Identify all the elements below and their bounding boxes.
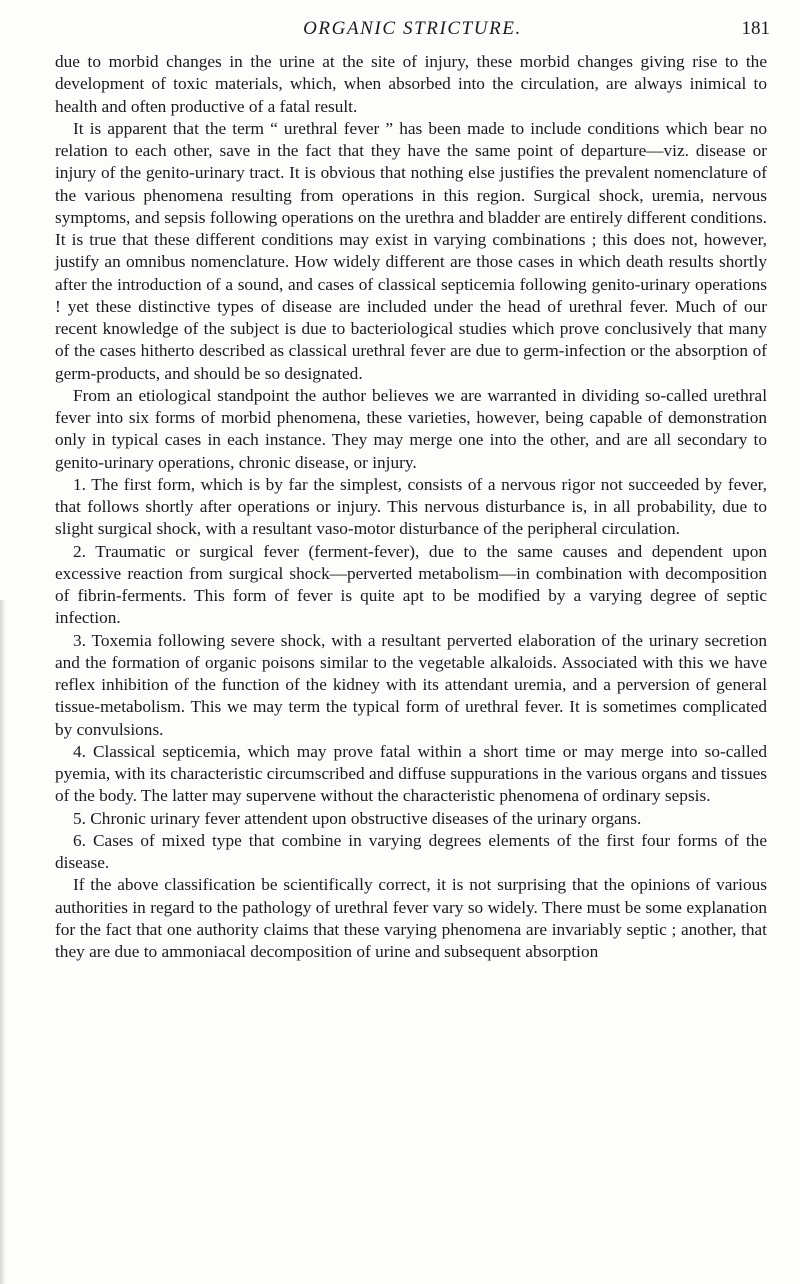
body-text (55, 51, 767, 963)
page-edge-shadow (0, 600, 6, 1284)
running-title: ORGANIC STRICTURE. (303, 18, 522, 39)
list-item-form-1: 1. The first form, which is by far the simplest, consists of a nervous rigor not succeeded by fever, that follows shortly after operations or injury. This nervous disturbance is, in all probability, due to slight surgical shock, with a resultant vaso-motor disturbance of the peripheral circulation. (55, 474, 767, 539)
list-item-form-4: 4. Classical septicemia, which may prove fatal within a short time or may merge into so-called pyemia, with its characteristic circumscribed and diffuse suppurations in the various organs and tissues of the body. The latter may supervene without the characteristic phenomena of ordinary sepsis. (55, 741, 767, 806)
page-number: 181 (741, 18, 770, 39)
list-item-form-6: 6. Cases of mixed type that combine in varying degrees elements of the first four forms of the disease. (55, 830, 767, 872)
list-item-form-2: 2. Traumatic or surgical fever (ferment-fever), due to the same causes and dependent upon excessive reaction from surgical shock—perverted metabolism—in combination with decomposition of fibrin-ferments. This form of fever is quite apt to be modified by a varying degree of septic infection. (55, 541, 767, 628)
paragraph-urethral-fever-term: It is apparent that the term “ urethral fever ” has been made to include conditions which bear no relation to each other, save in the fact that they have the same point of departure—viz. disease or injury of the genito-urinary tract. It is obvious that nothing else justifies the prevalent nomenclature of the various phenomena resulting from operations in this region. Surgical shock, uremia, nervous symptoms, and sepsis following operations on the urethra and bladder are entirely different conditions. It is true that these different conditions may exist in varying combinations ; this does not, however, justify an omnibus nomenclature. How widely different are those cases in which death results shortly after the introduction of a sound, and cases of classical septicemia following genito-urinary operations ! yet these distinctive types of disease are included under the head of urethral fever. Much of our recent knowledge of the subject is due to bacteriological studies which prove conclusively that many of the cases hitherto described as classical urethral fever are due to germ-infection or the absorption of germ-products, and should be so designated. (55, 118, 767, 383)
paragraph-continuation: due to morbid changes in the urine at the site of injury, these morbid changes giving rise to the development of toxic materials, which, when absorbed into the circulation, are always inimical to health and often productive of a fatal result. (55, 52, 767, 116)
running-head (55, 14, 770, 44)
list-item-form-3: 3. Toxemia following severe shock, with a resultant perverted elaboration of the urinary secretion and the formation of organic poisons similar to the vegetable alkaloids. Associated with this we have reflex inhibition of the function of the kidney with its attendant uremia, and a perversion of general tissue-metabolism. This we may term the typical form of urethral fever. It is sometimes complicated by convulsions. (55, 630, 767, 739)
list-item-form-5: 5. Chronic urinary fever attendent upon obstructive diseases of the urinary organs. (73, 808, 642, 828)
paragraph-etiological-standpoint: From an etiological standpoint the author believes we are warranted in dividing so-called urethral fever into six forms of morbid phenomena, these varieties, however, being capable of demonstration only in typical cases in each instance. They may merge one into the other, and are all secondary to genito-urinary operations, chronic disease, or injury. (55, 385, 767, 472)
paragraph-classification-conclusion: If the above classification be scientifically correct, it is not surprising that the opinions of various authorities in regard to the pathology of urethral fever vary so widely. There must be some explanation for the fact that one authority claims that these varying phenomena are invariably septic ; another, that they are due to ammoniacal decomposition of urine and subsequent absorption (55, 875, 767, 961)
